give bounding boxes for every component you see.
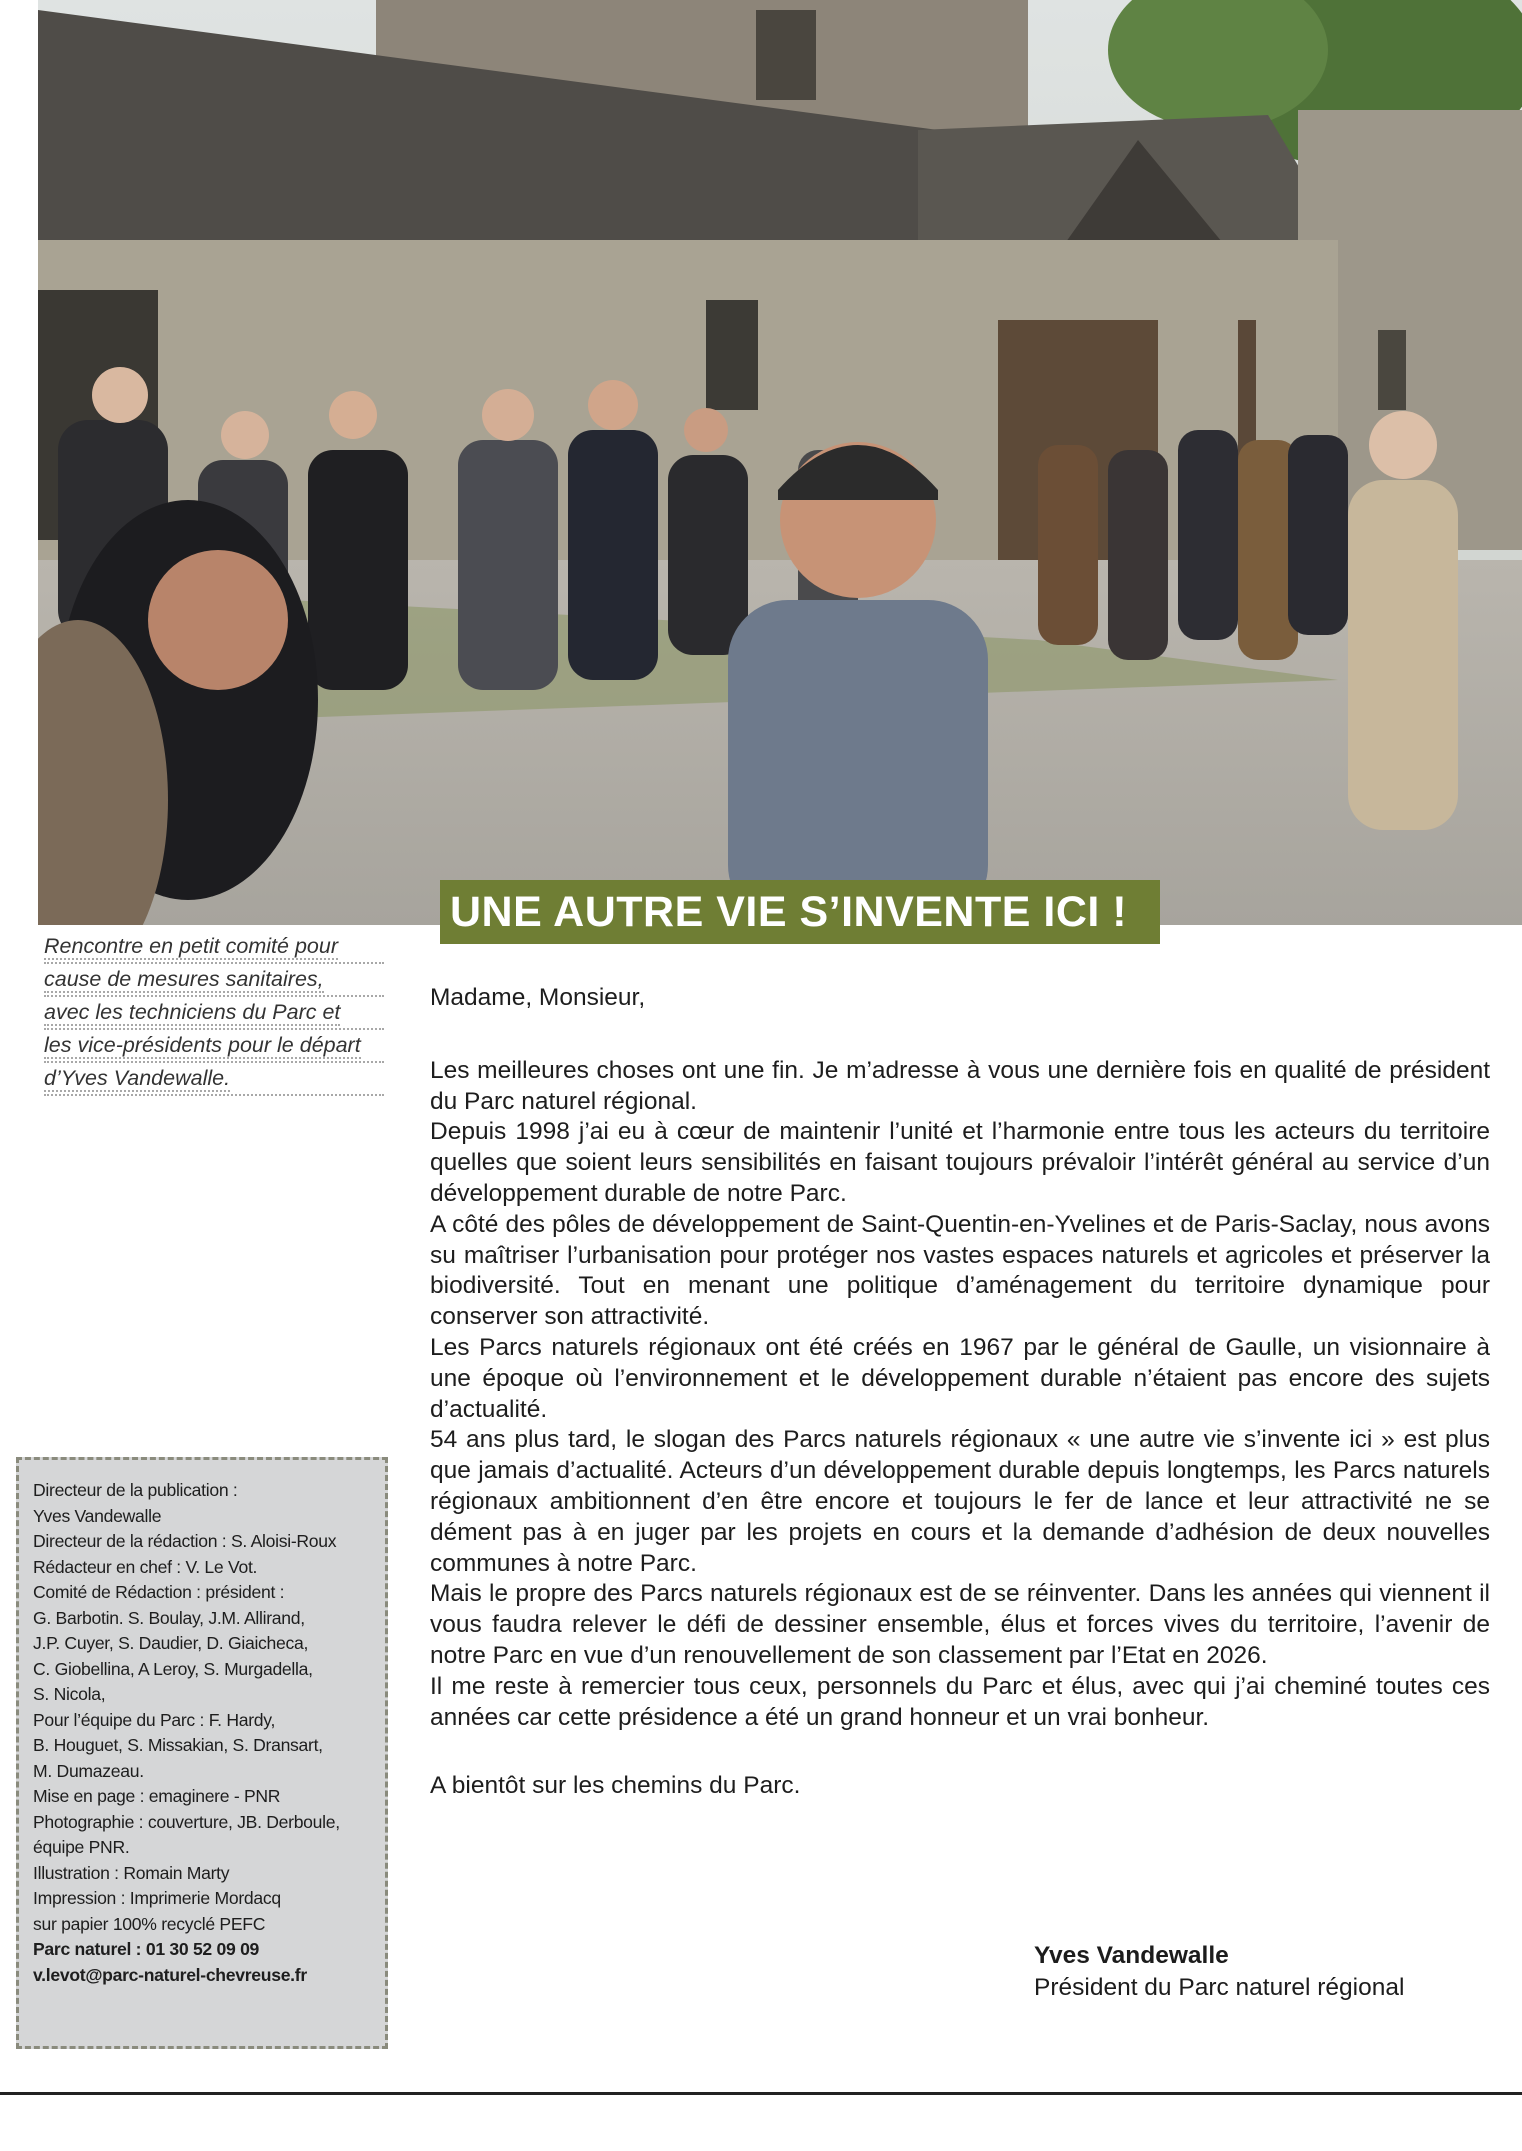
letter-paragraph: 54 ans plus tard, le slogan des Parcs naturels régionaux « une autre vie s’invente ici » est plus que jamais d’actualité. Acteurs d’un développement durable depuis longtemps, les Parcs naturels régionaux ambitionnent d’en être encore et toujours le fer de lance et leur attractivité ne se dément pas à en juger par les projets en cours et la demande d’adhésion de deux nouvelles communes à notre Parc. [430, 1426, 1490, 1577]
credits-email: v.levot@parc-naturel-chevreuse.fr [33, 1964, 307, 1985]
caption-line: Rencontre en petit comité pour [44, 934, 338, 958]
caption-line: d’Yves Vandewalle. [44, 1066, 231, 1090]
credits-line: Pour l’équipe du Parc : F. Hardy, [33, 1709, 276, 1730]
letter-paragraph: Depuis 1998 j’ai eu à cœur de maintenir l’unité et l’harmonie entre tous les acteurs du territoire quelles que soient leurs sensibilités en faisant toujours prévaloir l’intérêt général au service d’un développement durable de notre Parc. [430, 1118, 1490, 1207]
credits-line: Yves Vandewalle [33, 1505, 162, 1526]
caption-line: les vice-présidents pour le départ [44, 1033, 361, 1057]
letter-greeting: Madame, Monsieur, [430, 984, 646, 1011]
caption-line: avec les techniciens du Parc et [44, 1000, 341, 1024]
signature-title: Président du Parc naturel régional [1034, 1974, 1405, 2001]
credits-line: Photographie : couverture, JB. Derboule, [33, 1811, 340, 1832]
letter-closing: A bientôt sur les chemins du Parc. [430, 1772, 801, 1800]
caption-line: cause de mesures sanitaires, [44, 967, 324, 991]
credits-line: S. Nicola, [33, 1684, 106, 1704]
credits-line: M. Dumazeau. [33, 1760, 144, 1781]
bottom-rule [0, 2092, 1522, 2095]
credits-line: Mise en page : emaginere - PNR [33, 1786, 281, 1806]
credits-line: Illustration : Romain Marty [33, 1862, 230, 1883]
credits-line: Comité de Rédaction : président : [33, 1582, 285, 1602]
editorial-letter [430, 983, 1490, 1802]
photo-caption [44, 931, 384, 1096]
signature [1034, 1940, 1404, 2004]
credits-line: J.P. Cuyer, S. Daudier, D. Giaicheca, [33, 1633, 309, 1653]
credits-line: sur papier 100% recyclé PEFC [33, 1913, 266, 1934]
credits-line: G. Barbotin. S. Boulay, J.M. Allirand, [33, 1607, 305, 1628]
credits-line: B. Houguet, S. Missakian, S. Dransart, [33, 1735, 323, 1755]
credits-line: C. Giobellina, A Leroy, S. Murgadella, [33, 1658, 313, 1679]
credits-line: Directeur de la publication : [33, 1480, 238, 1500]
credits-line: équipe PNR. [33, 1837, 130, 1857]
credits-box [16, 1457, 388, 2049]
credits-line: Directeur de la rédaction : S. Aloisi-Roux [33, 1531, 337, 1551]
header-photo [38, 0, 1522, 925]
headline: UNE AUTRE VIE S’INVENTE ICI ! [450, 887, 1128, 936]
letter-paragraph: Les meilleures choses ont une fin. Je m’adresse à vous une dernière fois en qualité de président du Parc naturel régional. [430, 1056, 1490, 1115]
letter-paragraph: Les Parcs naturels régionaux ont été créés en 1967 par le général de Gaulle, un visionnaire à une époque où l’environnement et le développement durable n’étaient pas encore des sujets d’actualité. [430, 1333, 1490, 1423]
headline-banner [440, 880, 1160, 944]
signature-name: Yves Vandewalle [1034, 1942, 1229, 1969]
letter-paragraph: Mais le propre des Parcs naturels régionaux est de se réinventer. Dans les années qui viennent il vous faudra relever le défi de dessiner ensemble, élus et forces vives du territoire, l’avenir de notre Parc en vue d’un renouvellement de son classement par l’Etat en 2026. [430, 1580, 1490, 1669]
credits-line: Impression : Imprimerie Mordacq [33, 1888, 281, 1908]
letter-paragraph: Il me reste à remercier tous ceux, personnels du Parc et élus, avec qui j’ai cheminé toutes ces années car cette présidence a été un grand honneur et un vrai bonheur. [430, 1672, 1490, 1731]
credits-phone: Parc naturel : 01 30 52 09 09 [33, 1939, 260, 1959]
credits-line: Rédacteur en chef : V. Le Vot. [33, 1556, 258, 1577]
letter-paragraph: A côté des pôles de développement de Saint-Quentin-en-Yvelines et de Paris-Saclay, nous avons su maîtriser l’urbanisation pour protéger nos vastes espaces naturels et agricoles et préserver la biodiversité. Tout en menant une politique d’aménagement du territoire dynamique pour conserver son attractivité. [430, 1210, 1490, 1331]
